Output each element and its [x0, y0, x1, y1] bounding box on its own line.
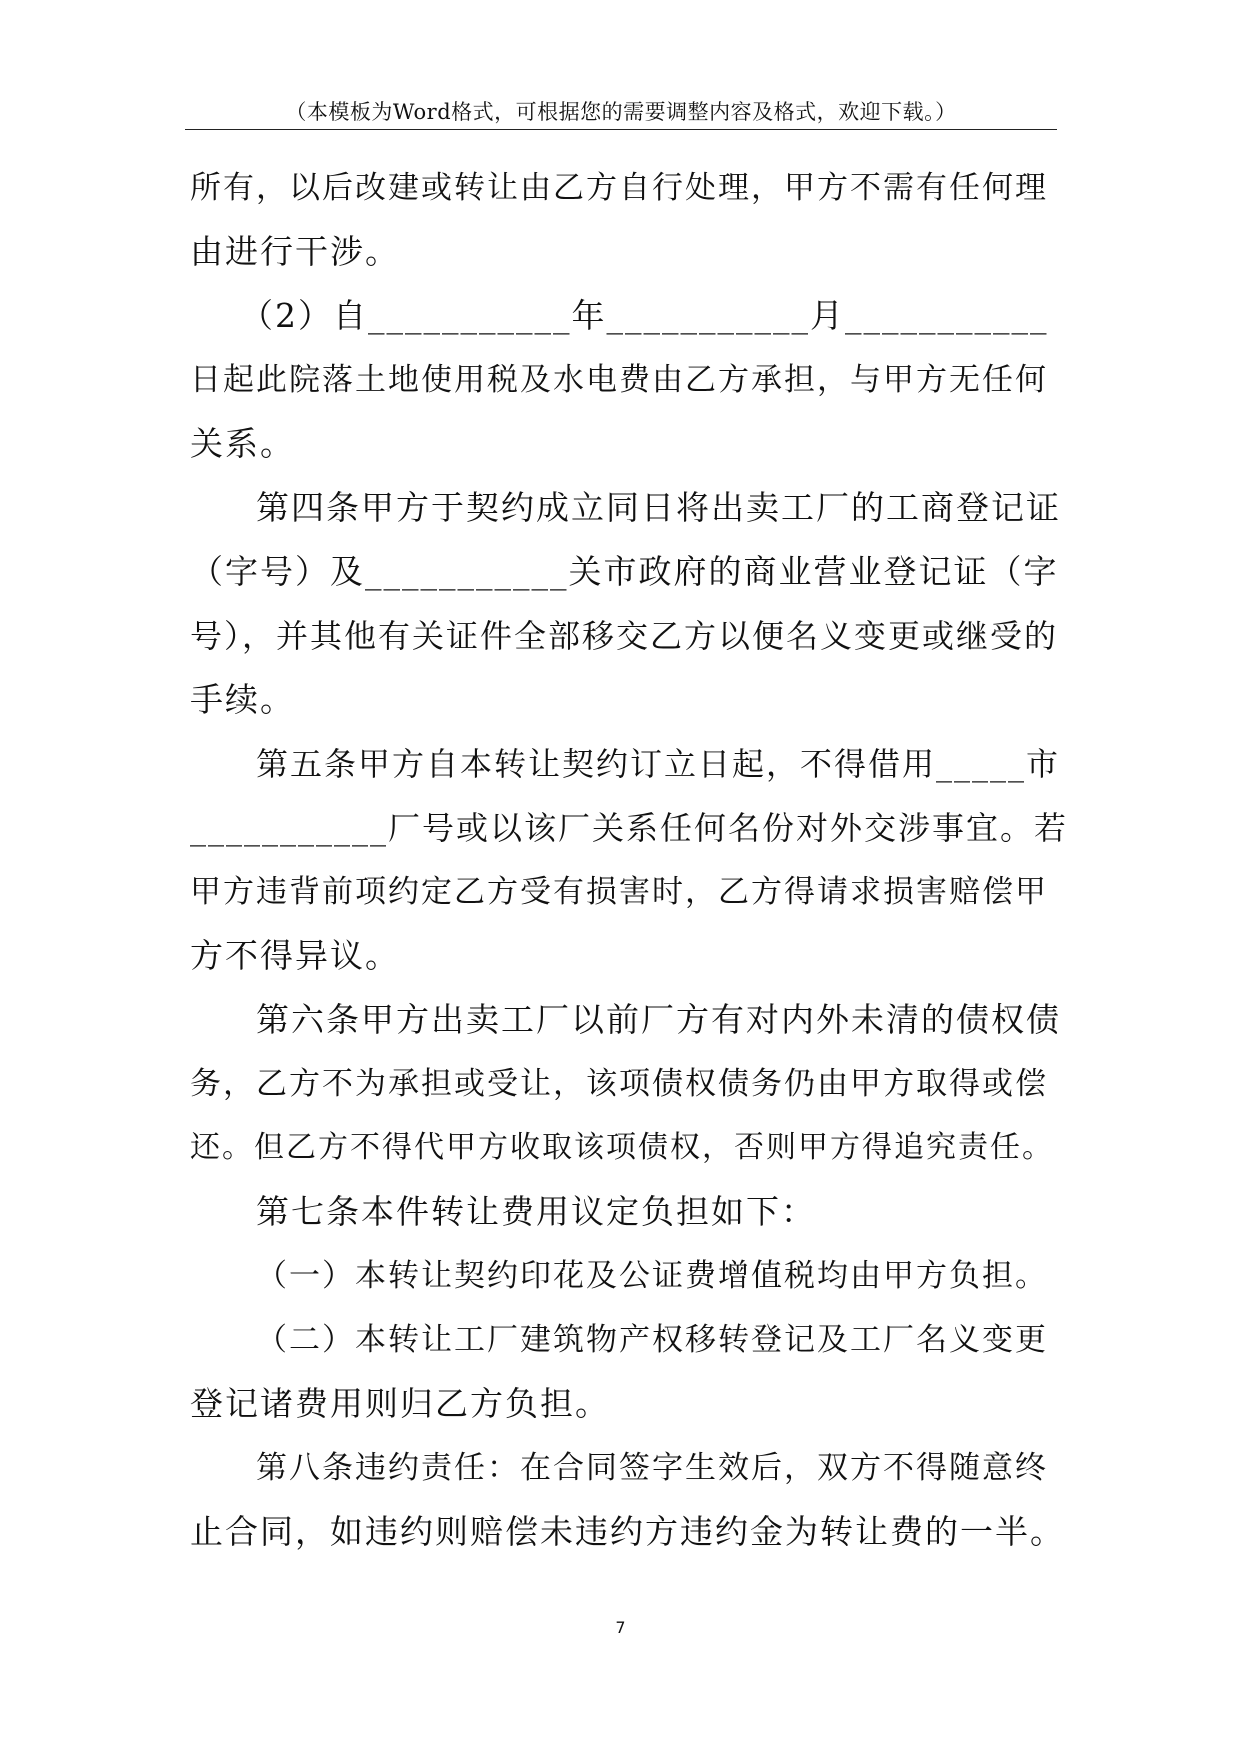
text-line: 方不得异议。	[190, 936, 400, 975]
text-line: 由进行干涉。	[190, 232, 400, 271]
text-line: （字号）及___________关市政府的商业营业登记证（字	[190, 552, 1059, 591]
text-line: 日起此院落土地使用税及水电费由乙方承担，与甲方无任何	[190, 362, 1048, 398]
text-line: 第六条甲方出卖工厂以前厂方有对内外未清的债权债	[256, 1000, 1061, 1039]
page-number: 7	[615, 1618, 626, 1637]
page-header-notice: （本模板为Word格式，可根据您的需要调整内容及格式，欢迎下载。）	[285, 100, 957, 124]
text-line: 务，乙方不为承担或受让，该项债权债务仍由甲方取得或偿	[190, 1066, 1048, 1102]
text-line: 还。但乙方不得代甲方收取该项债权，否则甲方得追究责任。	[190, 1130, 1054, 1165]
text-line: 号），并其他有关证件全部移交乙方以便名义变更或继受的	[190, 617, 1059, 655]
text-line: 关系。	[190, 424, 295, 463]
text-line: 止合同，如违约则赔偿未违约方违约金为转让费的一半。	[190, 1512, 1065, 1551]
text-line: 所有，以后改建或转让由乙方自行处理，甲方不需有任何理	[190, 170, 1048, 206]
text-line: ___________厂号或以该厂关系任何名份对外交涉事宜。若	[190, 809, 1069, 847]
text-line: （2）自___________年___________月___________	[240, 296, 1049, 335]
text-line: 登记诸费用则归乙方负担。	[190, 1384, 610, 1423]
text-line: 手续。	[190, 680, 295, 719]
text-line: 第五条甲方自本转让契约订立日起，不得借用_____市	[256, 745, 1061, 783]
text-line: 甲方违背前项约定乙方受有损害时，乙方得请求损害赔偿甲	[190, 874, 1048, 910]
header-divider	[185, 129, 1057, 130]
text-line: 第八条违约责任：在合同签字生效后，双方不得随意终	[256, 1450, 1048, 1486]
text-line: （二）本转让工厂建筑物产权移转登记及工厂名义变更	[256, 1322, 1048, 1358]
text-line: 第七条本件转让费用议定负担如下：	[256, 1192, 816, 1231]
text-line: （一）本转让契约印花及公证费增值税均由甲方负担。	[256, 1258, 1048, 1294]
text-line: 第四条甲方于契约成立同日将出卖工厂的工商登记证	[256, 488, 1061, 527]
